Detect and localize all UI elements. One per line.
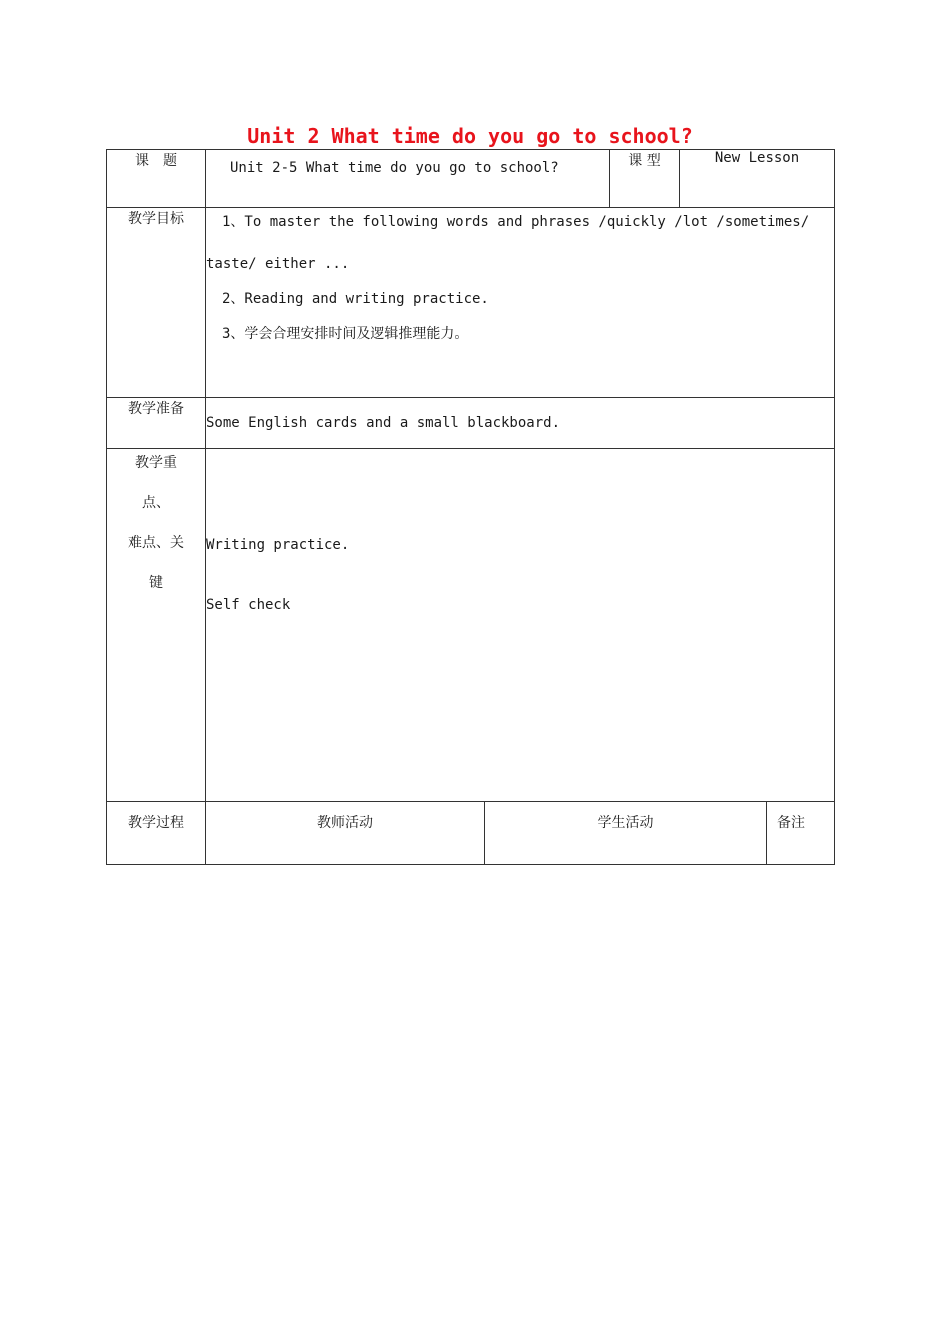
key-label-line-1: 教学重 — [135, 455, 177, 471]
preparation-value: Some English cards and a small blackboard. — [206, 415, 561, 431]
preparation-label-cell — [107, 398, 206, 449]
lesson-type-value: New Lesson — [714, 150, 800, 166]
notes-header — [767, 802, 835, 865]
teacher-activity-header — [206, 802, 485, 865]
topic-row — [107, 150, 835, 208]
lesson-type-value-cell — [680, 150, 835, 208]
goals-label-cell — [107, 208, 206, 398]
preparation-value-cell — [206, 398, 835, 449]
goal-line-4: 3、学会合理安排时间及逻辑推理能力。 — [222, 326, 469, 342]
lesson-plan-table — [106, 149, 835, 865]
goals-content — [206, 208, 835, 398]
key-label-line-3: 难点、关 — [128, 535, 184, 551]
goal-line-3: 2、Reading and writing practice. — [222, 291, 489, 307]
key-item-1: Writing practice. — [206, 537, 350, 553]
goal-line-2: taste/ either ... — [206, 256, 350, 272]
key-points-label-cell — [107, 449, 206, 802]
topic-value-cell — [206, 150, 610, 208]
student-activity-header — [485, 802, 767, 865]
process-row — [107, 802, 835, 865]
topic-label — [107, 150, 206, 208]
goals-row — [107, 208, 835, 398]
key-points-row — [107, 449, 835, 802]
document-title: Unit 2 What time do you go to school? — [247, 124, 693, 148]
teacher-activity-label: 教师活动 — [317, 815, 373, 831]
lesson-type-label — [610, 150, 680, 208]
goals-label: 教学目标 — [128, 211, 184, 227]
student-activity-label: 学生活动 — [597, 815, 654, 831]
preparation-row — [107, 398, 835, 449]
process-label: 教学过程 — [128, 815, 184, 831]
topic-label-text: 课 题 — [135, 153, 177, 169]
key-label-line-4: 键 — [149, 575, 163, 591]
key-points-content — [206, 449, 835, 802]
notes-label: 备注 — [777, 815, 806, 831]
process-label-cell — [107, 802, 206, 865]
key-item-2: Self check — [206, 597, 291, 613]
key-label-line-2: 点、 — [142, 495, 170, 511]
goal-line-1: 1、To master the following words and phrases /quickly /lot /sometimes/ — [222, 214, 810, 230]
topic-value: Unit 2-5 What time do you go to school? — [230, 160, 559, 176]
preparation-label: 教学准备 — [128, 401, 184, 417]
lesson-type-label-text: 课 型 — [628, 153, 661, 169]
